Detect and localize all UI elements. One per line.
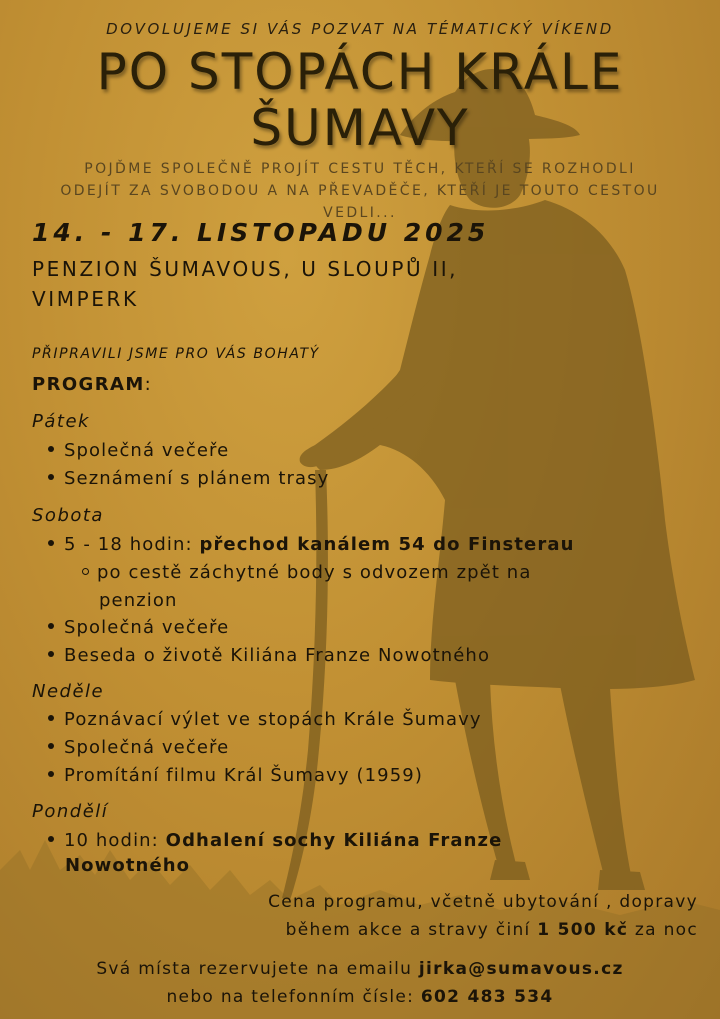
- sub-list-item: po cestě záchytné body s odvozem zpět na penzion: [82, 559, 642, 615]
- day-friday: Pátek: [32, 411, 90, 432]
- list-item: Společná večeře: [48, 437, 229, 465]
- list-item: Promítání filmu Král Šumavy (1959): [48, 762, 423, 790]
- price-amount: 1 500 kč: [537, 920, 629, 940]
- day-saturday: Sobota: [32, 505, 104, 526]
- title-line-2: ŠUMAVY: [250, 99, 470, 157]
- program-intro: PŘIPRAVILI JSME PRO VÁS BOHATÝ: [32, 346, 320, 362]
- intro-text: [8, 158, 712, 224]
- day-monday: Pondělí: [32, 801, 109, 822]
- list-item: Seznámení s plánem trasy: [48, 465, 329, 493]
- event-title: [0, 44, 720, 156]
- program-colon: :: [144, 374, 153, 395]
- contact-email[interactable]: jirka@sumavous.cz: [418, 959, 624, 979]
- place-line-2: VIMPERK: [32, 287, 139, 311]
- list-item: Společná večeře: [48, 614, 229, 642]
- program-heading: [32, 374, 152, 395]
- list-item-continuation: Nowotného: [65, 855, 191, 876]
- day-sunday: Neděle: [32, 681, 105, 702]
- place-line-1: PENZION ŠUMAVOUS, U SLOUPŮ II,: [32, 257, 459, 281]
- list-item: Poznávací výlet ve stopách Krále Šumavy: [48, 706, 482, 734]
- event-place: [32, 254, 652, 314]
- price-line-1: Cena programu, včetně ubytování , dopravy: [268, 892, 698, 912]
- event-date: 14. - 17. LISTOPADU 2025: [32, 218, 490, 247]
- intro-line-1: POJĎME SPOLEČNĚ PROJÍT CESTU TĚCH, KTEŘÍ SE ROZHODLI: [84, 161, 636, 177]
- intro-line-2: ODEJÍT ZA SVOBODOU A NA PŘEVADĚČE, KTEŘÍ JE TOUTO CESTOU: [60, 183, 660, 199]
- list-item: Společná večeře: [48, 734, 229, 762]
- list-item: 10 hodin: Odhalení sochy Kiliána Franze: [48, 827, 502, 855]
- intro-line-3: VEDLI...: [323, 205, 397, 221]
- list-item: 5 - 18 hodin: přechod kanálem 54 do Finsterau: [48, 531, 575, 559]
- contact-info: Svá místa rezervujete na emailu jirka@sumavous.cz nebo na telefonním čísle: 602 483 534: [96, 959, 624, 1007]
- title-line-1: PO STOPÁCH KRÁLE: [96, 43, 624, 101]
- program-label: PROGRAM: [32, 374, 145, 395]
- contact-phone[interactable]: 602 483 534: [420, 987, 554, 1007]
- invite-text: DOVOLUJEME SI VÁS POZVAT NA TÉMATICKÝ VÍKEND: [106, 20, 614, 38]
- list-item: Beseda o životě Kiliána Franze Nowotného: [48, 642, 490, 670]
- price-info: Cena programu, včetně ubytování , dopravy během akce a stravy činí 1 500 kč za noc: [268, 892, 698, 940]
